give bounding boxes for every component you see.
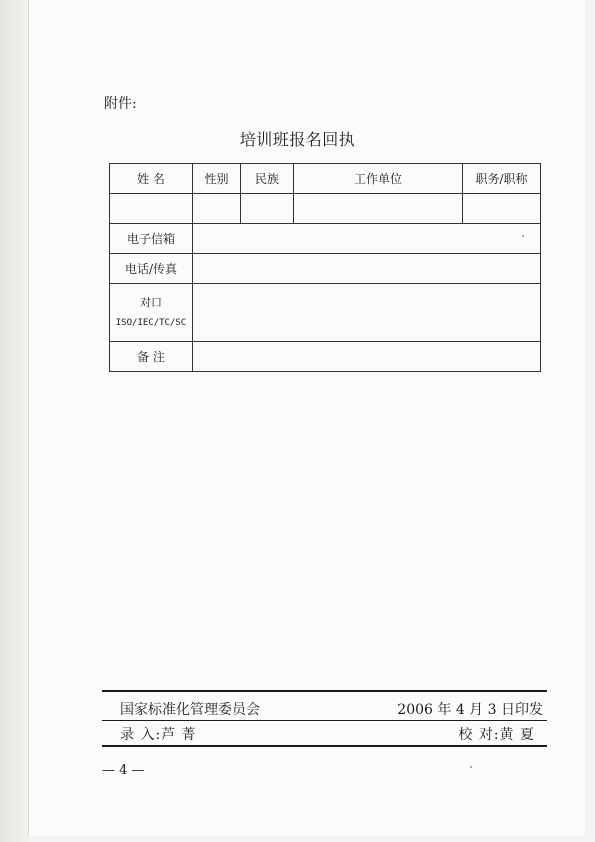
header-row	[110, 164, 541, 194]
position-cell[interactable]	[463, 194, 541, 224]
header-name: 姓 名	[110, 164, 193, 194]
email-cell[interactable]	[193, 224, 541, 254]
scan-speck	[470, 766, 472, 768]
ethnicity-cell[interactable]	[241, 194, 294, 224]
header-position: 职务/职称	[463, 164, 541, 194]
header-gender: 性别	[193, 164, 241, 194]
footer-issuer: 国家标准化管理委员会	[120, 702, 260, 718]
phone-label: 电话/传真	[110, 254, 193, 284]
counterpart-label-line1: 对口	[140, 295, 162, 309]
footer-middle-rule	[102, 720, 547, 721]
footer-bottom-rule	[102, 745, 547, 747]
header-ethnicity: 民族	[241, 164, 294, 194]
counterpart-label	[110, 284, 193, 342]
counterpart-cell[interactable]	[193, 284, 541, 342]
phone-row	[110, 254, 541, 284]
email-label: 电子信箱	[110, 224, 193, 254]
counterpart-label-line2: ISO/IEC/TC/SC	[115, 317, 187, 328]
remarks-label: 备 注	[110, 342, 193, 372]
name-cell[interactable]	[110, 194, 193, 224]
phone-cell[interactable]	[193, 254, 541, 284]
attachment-label: 附件:	[104, 96, 137, 112]
footer-entry: 录 入:芦 菁	[120, 727, 197, 743]
registration-form-table	[109, 163, 541, 372]
entry-row	[110, 194, 541, 224]
footer-proofreader: 校 对:黄 夏	[458, 727, 535, 743]
gender-cell[interactable]	[193, 194, 241, 224]
remarks-cell[interactable]	[193, 342, 541, 372]
footer-top-rule	[102, 690, 547, 692]
remarks-row	[110, 342, 541, 372]
form-title: 培训班报名回执	[239, 130, 356, 149]
page-number: — 4 —	[102, 763, 145, 778]
counterpart-row	[110, 284, 541, 342]
work-unit-cell[interactable]	[294, 194, 463, 224]
email-row	[110, 224, 541, 254]
scan-speck	[522, 235, 524, 237]
header-work-unit: 工作单位	[294, 164, 463, 194]
footer-print-date: 2006 年 4 月 3 日印发	[397, 702, 543, 718]
